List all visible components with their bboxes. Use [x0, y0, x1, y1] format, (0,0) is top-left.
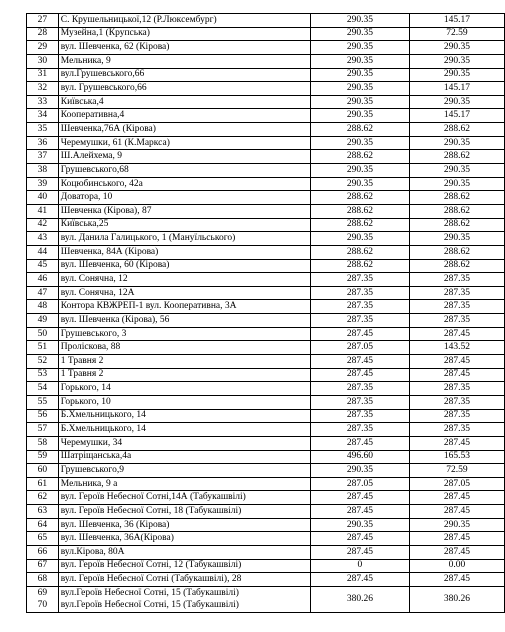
amount-cell: 287.35: [310, 395, 409, 409]
table-row: [27, 436, 505, 450]
address-cell: вул.Грушевського,66: [58, 68, 310, 82]
paid-cell: 287.35: [409, 300, 504, 314]
amount-cell: 287.35: [310, 423, 409, 437]
table-row: [27, 273, 505, 287]
address-cell: Мельника, 9 а: [58, 477, 310, 491]
paid-cell: 290.35: [409, 54, 504, 68]
paid-cell: 287.45: [409, 532, 504, 546]
table-row: [27, 109, 505, 123]
row-number: 59: [27, 450, 59, 464]
addresses-table: [26, 13, 505, 613]
table-body: [27, 14, 505, 613]
amount-cell: 290.35: [310, 27, 409, 41]
table-row: [27, 327, 505, 341]
paid-cell: 288.62: [409, 245, 504, 259]
row-number: 65: [27, 532, 59, 546]
row-number: 69: [37, 587, 48, 598]
paid-cell: 287.35: [409, 382, 504, 396]
table-row: [27, 518, 505, 532]
table-row: [27, 491, 505, 505]
row-number: 34: [27, 109, 59, 123]
row-number: 40: [27, 191, 59, 205]
paid-cell: 287.35: [409, 409, 504, 423]
address-cell: Музейна,1 (Крупська): [58, 27, 310, 41]
table-row: [27, 54, 505, 68]
address-cell: вул. Сонячна, 12: [58, 273, 310, 287]
paid-cell: 288.62: [409, 150, 504, 164]
paid-cell: 287.35: [409, 286, 504, 300]
paid-cell: 287.45: [409, 355, 504, 369]
amount-cell: 290.35: [310, 54, 409, 68]
amount-cell: 288.62: [310, 204, 409, 218]
row-number: 51: [27, 341, 59, 355]
address-cell: Мельника, 9: [58, 54, 310, 68]
address-cell: вул. Героїв Небесної Сотні, 18 (Табукашвілі): [58, 505, 310, 519]
address-cell: Київська,4: [58, 95, 310, 109]
amount-cell: 287.35: [310, 409, 409, 423]
table-row: [27, 355, 505, 369]
address-cell: Коцюбинського, 42а: [58, 177, 310, 191]
table-row: [27, 14, 505, 28]
table-row: [27, 82, 505, 96]
row-number: 66: [27, 545, 59, 559]
paid-cell: 290.35: [409, 95, 504, 109]
paid-cell: 380.26: [409, 586, 504, 612]
row-number: 62: [27, 491, 59, 505]
address-cell: Грушевського,68: [58, 164, 310, 178]
address-cell-merged: [58, 586, 310, 612]
table-row: [27, 300, 505, 314]
paid-cell: 287.35: [409, 395, 504, 409]
paid-cell: 287.35: [409, 314, 504, 328]
row-number: 55: [27, 395, 59, 409]
address-cell: вул. Шевченка (Кірова), 56: [58, 314, 310, 328]
table-row: [27, 286, 505, 300]
paid-cell: 0.00: [409, 559, 504, 573]
amount-cell: 290.35: [310, 177, 409, 191]
row-number: 28: [27, 27, 59, 41]
row-number: 35: [27, 123, 59, 137]
address-cell: вул. Героїв Небесної Сотні,14А (Табукашвілі): [58, 491, 310, 505]
address-cell: вул. Героїв Небесної Сотні (Табукашвілі), 28: [58, 573, 310, 587]
amount-cell: 287.45: [310, 532, 409, 546]
address-cell: Горького, 14: [58, 382, 310, 396]
table-row: [27, 218, 505, 232]
table-row: [27, 450, 505, 464]
address-cell: вул. Грушевського,66: [58, 82, 310, 96]
table-row: [27, 423, 505, 437]
row-number: 39: [27, 177, 59, 191]
paid-cell: 287.45: [409, 491, 504, 505]
address-cell: вул. Сонячна, 12А: [58, 286, 310, 300]
amount-cell: 290.35: [310, 95, 409, 109]
amount-cell: 290.35: [310, 164, 409, 178]
amount-cell: 288.62: [310, 259, 409, 273]
address-cell: вул. Шевченка, 62 (Кірова): [58, 41, 310, 55]
paid-cell: 287.45: [409, 436, 504, 450]
amount-cell: 287.45: [310, 545, 409, 559]
paid-cell: 288.62: [409, 123, 504, 137]
paid-cell: 143.52: [409, 341, 504, 355]
address-cell: Кооперативна,4: [58, 109, 310, 123]
row-number: 48: [27, 300, 59, 314]
paid-cell: 145.17: [409, 109, 504, 123]
table-row: [27, 464, 505, 478]
address-cell: вул. Героїв Небесної Сотні, 12 (Табукашвілі): [58, 559, 310, 573]
paid-cell: 290.35: [409, 232, 504, 246]
row-numbers-merged: [27, 586, 59, 612]
row-number: 38: [27, 164, 59, 178]
row-number: 57: [27, 423, 59, 437]
paid-cell: 290.35: [409, 164, 504, 178]
paid-cell: 287.35: [409, 423, 504, 437]
table-row: [27, 164, 505, 178]
address-cell: Грушевського,9: [58, 464, 310, 478]
row-number: 33: [27, 95, 59, 109]
address-cell: Горького, 10: [58, 395, 310, 409]
paid-cell: 287.05: [409, 477, 504, 491]
row-number: 61: [27, 477, 59, 491]
amount-cell: 287.35: [310, 300, 409, 314]
amount-cell: 287.45: [310, 573, 409, 587]
table-row: [27, 41, 505, 55]
amount-cell: 496.60: [310, 450, 409, 464]
table-row: [27, 545, 505, 559]
paid-cell: 287.45: [409, 327, 504, 341]
amount-cell: 290.35: [310, 41, 409, 55]
amount-cell: 290.35: [310, 232, 409, 246]
amount-cell: 287.05: [310, 341, 409, 355]
address-cell: вул. Шевченка, 36А(Кірова): [58, 532, 310, 546]
row-number: 31: [27, 68, 59, 82]
table-row: [27, 191, 505, 205]
paid-cell: 290.35: [409, 136, 504, 150]
address-line: вул.Героїв Небесної Сотні, 15 (Табукашвілі): [60, 600, 239, 611]
table-row: [27, 314, 505, 328]
address-cell: С. Крушельницької,12 (Р.Люксембург): [58, 14, 310, 28]
paid-cell: 290.35: [409, 177, 504, 191]
address-cell: Київська,25: [58, 218, 310, 232]
row-number: 50: [27, 327, 59, 341]
amount-cell: 290.35: [310, 518, 409, 532]
table-row: [27, 477, 505, 491]
amount-cell: 290.35: [310, 464, 409, 478]
paid-cell: 287.45: [409, 573, 504, 587]
table-row: [27, 368, 505, 382]
paid-cell: 290.35: [409, 41, 504, 55]
address-cell: вул. Шевченка, 36 (Кірова): [58, 518, 310, 532]
amount-cell: 288.62: [310, 150, 409, 164]
amount-cell: 287.45: [310, 368, 409, 382]
paid-cell: 287.45: [409, 505, 504, 519]
paid-cell: 288.62: [409, 204, 504, 218]
table-row: [27, 395, 505, 409]
paid-cell: 145.17: [409, 82, 504, 96]
table-row: [27, 95, 505, 109]
address-cell: Шевченка (Кірова), 87: [58, 204, 310, 218]
address-cell: Шевченка,76А (Кірова): [58, 123, 310, 137]
amount-cell: 287.35: [310, 314, 409, 328]
amount-cell: 287.45: [310, 327, 409, 341]
row-number: 36: [27, 136, 59, 150]
amount-cell: 288.62: [310, 123, 409, 137]
address-cell: Пролiскова, 88: [58, 341, 310, 355]
row-number: 41: [27, 204, 59, 218]
amount-cell: 287.45: [310, 491, 409, 505]
row-number: 63: [27, 505, 59, 519]
amount-cell: 287.35: [310, 286, 409, 300]
row-number: 53: [27, 368, 59, 382]
table-row: [27, 341, 505, 355]
address-cell: Шатріщанська,4а: [58, 450, 310, 464]
table-row: [27, 27, 505, 41]
table-row: [27, 259, 505, 273]
paid-cell: 287.45: [409, 545, 504, 559]
address-cell: Б.Хмельницького, 14: [58, 409, 310, 423]
paid-cell: 288.62: [409, 191, 504, 205]
row-number: 30: [27, 54, 59, 68]
amount-cell: 287.45: [310, 436, 409, 450]
table-row: [27, 232, 505, 246]
paid-cell: 290.35: [409, 518, 504, 532]
row-number: 42: [27, 218, 59, 232]
table-row: [27, 532, 505, 546]
row-number: 47: [27, 286, 59, 300]
amount-cell: 290.35: [310, 68, 409, 82]
paid-cell: 288.62: [409, 259, 504, 273]
address-cell: Контора КВЖРЕП-1 вул. Кооперативна, 3А: [58, 300, 310, 314]
row-number: 58: [27, 436, 59, 450]
row-number: 29: [27, 41, 59, 55]
address-cell: Ш.Алейхема, 9: [58, 150, 310, 164]
amount-cell: 290.35: [310, 109, 409, 123]
paid-cell: 287.45: [409, 368, 504, 382]
row-number: 56: [27, 409, 59, 423]
table-row: [27, 245, 505, 259]
amount-cell: 290.35: [310, 14, 409, 28]
table-row: [27, 177, 505, 191]
amount-cell: 288.62: [310, 218, 409, 232]
table-row: [27, 559, 505, 573]
address-cell: Б.Хмельницького, 14: [58, 423, 310, 437]
table-row: [27, 204, 505, 218]
address-cell: Доватора, 10: [58, 191, 310, 205]
row-number: 54: [27, 382, 59, 396]
row-number: 67: [27, 559, 59, 573]
amount-cell: 287.45: [310, 355, 409, 369]
table-row: [27, 409, 505, 423]
amount-cell: 288.62: [310, 245, 409, 259]
table-row-merged: [27, 586, 505, 612]
paid-cell: 288.62: [409, 218, 504, 232]
row-number: 37: [27, 150, 59, 164]
row-number: 49: [27, 314, 59, 328]
address-cell: Грушевського, 3: [58, 327, 310, 341]
amount-cell: 0: [310, 559, 409, 573]
table-row: [27, 382, 505, 396]
table-row: [27, 573, 505, 587]
address-cell: 1 Травня 2: [58, 355, 310, 369]
amount-cell: 287.45: [310, 505, 409, 519]
row-number: 32: [27, 82, 59, 96]
address-cell: вул. Данила Галицького, 1 (Мануїльського): [58, 232, 310, 246]
paid-cell: 290.35: [409, 68, 504, 82]
paid-cell: 72.59: [409, 464, 504, 478]
amount-cell: 287.05: [310, 477, 409, 491]
paid-cell: 287.35: [409, 273, 504, 287]
row-number: 68: [27, 573, 59, 587]
address-cell: 1 Травня 2: [58, 368, 310, 382]
amount-cell: 380.26: [310, 586, 409, 612]
row-number: 46: [27, 273, 59, 287]
address-cell: Черемушки, 61 (К.Маркса): [58, 136, 310, 150]
row-number: 60: [27, 464, 59, 478]
address-cell: вул. Шевченка, 60 (Кірова): [58, 259, 310, 273]
amount-cell: 290.35: [310, 82, 409, 96]
address-line: вул.Героїв Небесної Сотні, 15 (Табукашвілі): [60, 587, 239, 598]
row-number: 45: [27, 259, 59, 273]
row-number: 64: [27, 518, 59, 532]
paid-cell: 72.59: [409, 27, 504, 41]
amount-cell: 290.35: [310, 136, 409, 150]
paid-cell: 165.53: [409, 450, 504, 464]
amount-cell: 288.62: [310, 191, 409, 205]
table-row: [27, 136, 505, 150]
row-number: 70: [37, 600, 48, 611]
address-cell: вул.Кірова, 80А: [58, 545, 310, 559]
address-cell: Черемушки, 34: [58, 436, 310, 450]
table-row: [27, 505, 505, 519]
table-row: [27, 150, 505, 164]
row-number: 27: [27, 14, 59, 28]
row-number: 52: [27, 355, 59, 369]
row-number: 43: [27, 232, 59, 246]
table-row: [27, 68, 505, 82]
amount-cell: 287.35: [310, 382, 409, 396]
amount-cell: 287.35: [310, 273, 409, 287]
row-number: 44: [27, 245, 59, 259]
address-cell: Шевченка, 84А (Кірова): [58, 245, 310, 259]
paid-cell: 145.17: [409, 14, 504, 28]
table-row: [27, 123, 505, 137]
